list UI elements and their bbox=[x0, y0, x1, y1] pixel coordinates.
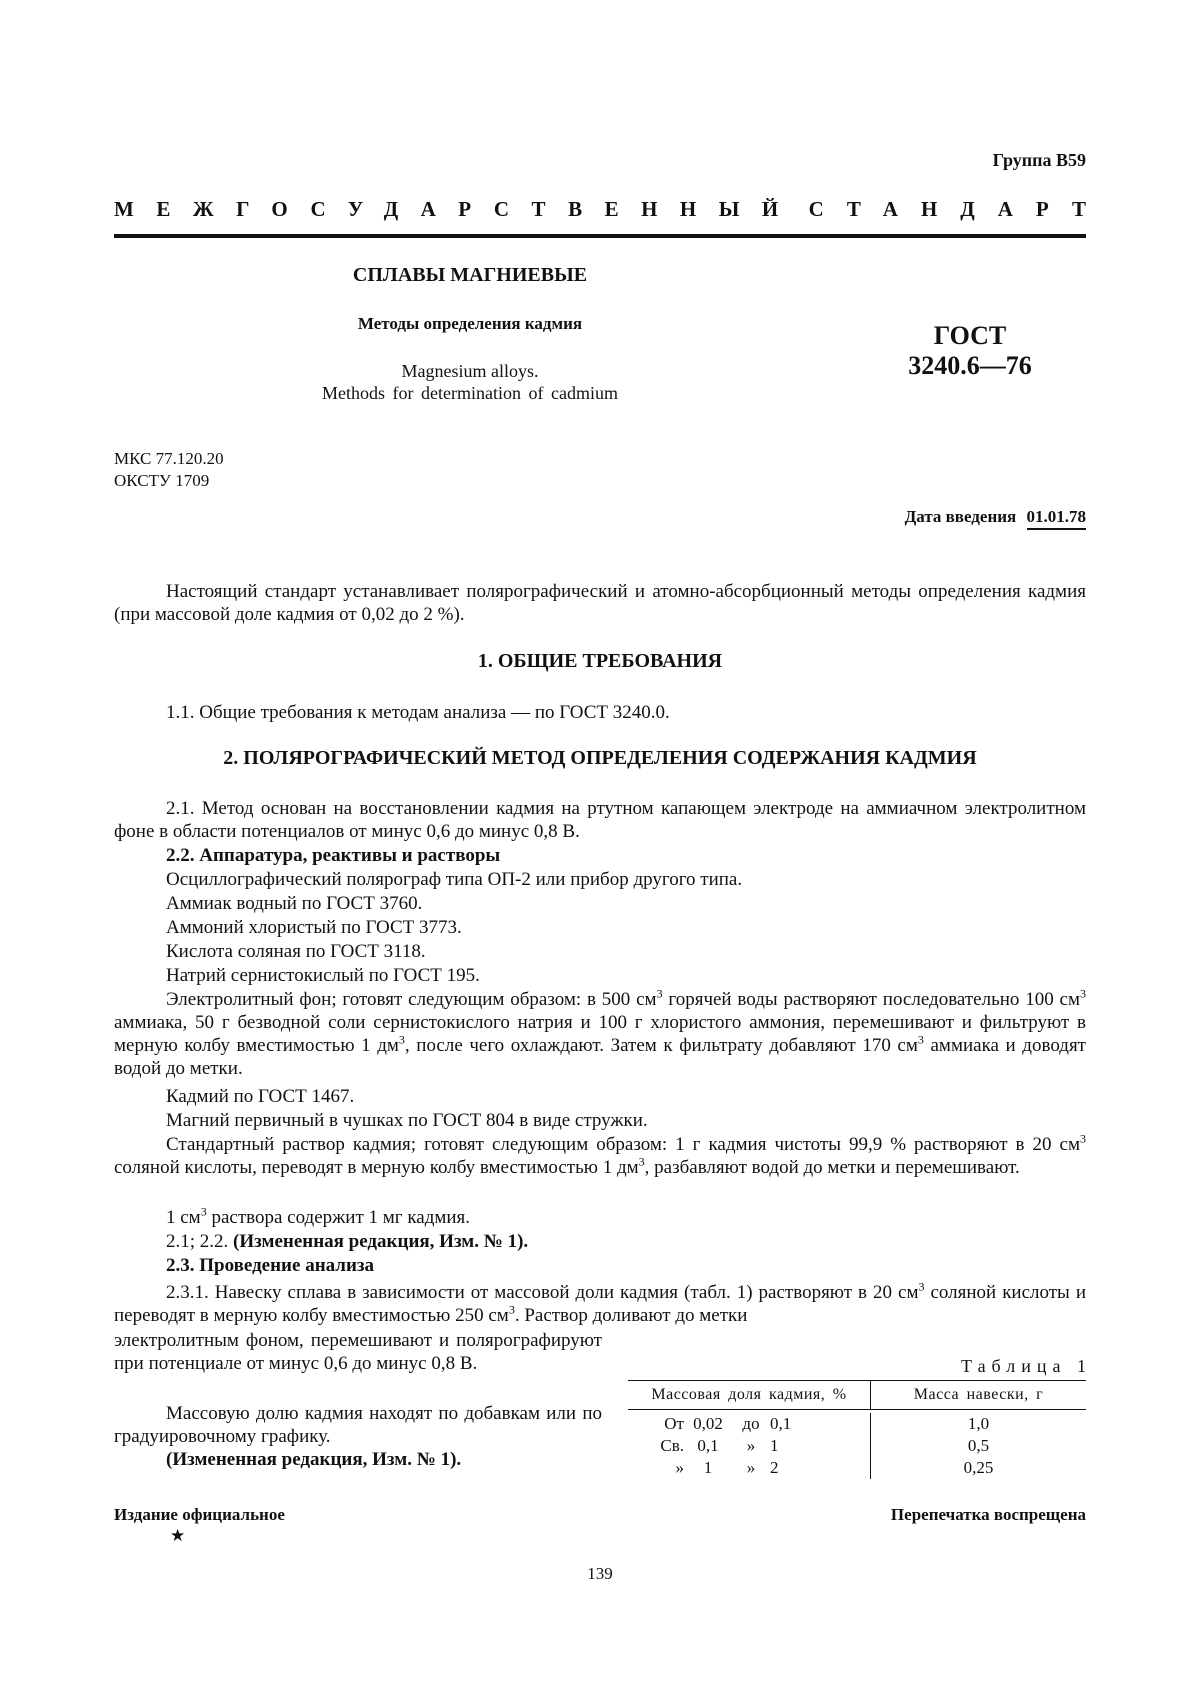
section-2-1: 2.1. Метод основан на восстановлении кадмия на ртутном капающем электроде на аммиачном электролитном фоне в области потенциалов от минус 0,6 до минус 0,8 В. bbox=[114, 798, 1086, 842]
table-row: От 0,02 до 0,1 1,0 bbox=[664, 1414, 990, 1433]
section-1-heading: 1. ОБЩИЕ ТРЕБОВАНИЯ bbox=[477, 650, 723, 672]
amendment-note-2: (Измененная редакция, Изм. № 1). bbox=[166, 1449, 462, 1470]
title-english-2: Methods for determination of cadmium bbox=[322, 383, 618, 403]
banner-word-standard: СТАНДАРТ bbox=[808, 197, 1109, 221]
okstu-code: ОКСТУ 1709 bbox=[114, 471, 210, 490]
section-2-2-heading: 2.2. Аппаратура, реактивы и растворы bbox=[166, 845, 501, 866]
reagent-item: Кадмий по ГОСТ 1467. bbox=[166, 1086, 355, 1107]
intro-date-value: 01.01.78 bbox=[1027, 507, 1087, 530]
gost-number: 3240.6—76 bbox=[908, 351, 1032, 380]
reagent-item: Натрий сернистокислый по ГОСТ 195. bbox=[166, 965, 480, 986]
reagent-item: Кислота соляная по ГОСТ 3118. bbox=[166, 941, 426, 962]
section-2-3-1: 2.3.1. Навеску сплава в зависимости от массовой доли кадмия (табл. 1) растворяют в 20 $см^3$ соляной кислоты и переводят в мерную колбу вместимостью 250 $см^3$. Раствор доливают до метки bbox=[114, 1279, 1086, 1326]
section-2-3-heading: 2.3. Проведение анализа bbox=[166, 1255, 375, 1276]
page-number: 139 bbox=[587, 1564, 613, 1583]
reprint-prohibited: Перепечатка воспрещена bbox=[890, 1505, 1086, 1524]
intro-date bbox=[905, 507, 1086, 527]
banner-word-interstate: МЕЖГОСУДАРСТВЕННЫЙ bbox=[114, 197, 801, 221]
interstate-standard-banner bbox=[114, 197, 1109, 222]
star-icon: ★ bbox=[170, 1526, 186, 1545]
standard-solution: Стандартный раствор кадмия; готовят следующим образом: 1 г кадмия чистоты 99,9 % растворяют в 20 $см^3$ соляной кислоты, переводят в мерную колбу вместимостью 1 $дм^3$, разбавляют водой до метки и перемешивают. bbox=[114, 1131, 1086, 1178]
section-1-1: 1.1. Общие требования к методам анализа — по ГОСТ 3240.0. bbox=[166, 702, 670, 723]
section-2-heading: 2. ПОЛЯРОГРАФИЧЕСКИЙ МЕТОД ОПРЕДЕЛЕНИЯ СОДЕРЖАНИЯ КАДМИЯ bbox=[223, 747, 977, 769]
reagent-item: Аммоний хлористый по ГОСТ 3773. bbox=[166, 917, 462, 938]
table-1 bbox=[628, 1380, 1086, 1479]
table-row: » 1 » 2 0,25 bbox=[675, 1458, 994, 1477]
table-1-caption: Таблица 1 bbox=[961, 1356, 1092, 1376]
intro-date-label: Дата введения bbox=[904, 507, 1017, 526]
reagent-item: Осциллографический полярограф типа ОП-2 или прибор другого типа. bbox=[166, 869, 743, 890]
amendment-note-1: 2.1; 2.2. (Измененная редакция, Изм. № 1). bbox=[166, 1231, 529, 1252]
intro-paragraph: Настоящий стандарт устанавливает полярографический и атомно-абсорбционный методы определения кадмия (при массовой доле кадмия от 0,02 до 2 %). bbox=[114, 581, 1086, 625]
group-code: Группа В59 bbox=[992, 150, 1086, 170]
solution-concentration: 1 $см^3$ раствора содержит 1 мг кадмия. bbox=[166, 1204, 471, 1228]
section-2-3-1-continued: электролитным фоном, перемешивают и полярографируют при потенциале от минус 0,6 до минус 0,8 В. bbox=[114, 1330, 602, 1374]
header-rule bbox=[114, 234, 1086, 238]
table-1-header-sample-mass: Масса навески, г bbox=[913, 1386, 1044, 1403]
reagent-item: Аммиак водный по ГОСТ 3760. bbox=[166, 893, 423, 914]
electrolyte-background: Электролитный фон; готовят следующим образом: в 500 $см^3$ горячей воды растворяют последовательно 100 $см^3$ аммиака, 50 г безводной соли сернистокислого натрия и 100 г хлористого аммония, перемешивают и фильтруют в мерную колбу вместимостью 1 $дм^3$, после чего охлаждают. Затем к фильтрату добавляют 170 $см^3$ аммиака и доводят водой до метки. bbox=[114, 986, 1087, 1079]
title-main: СПЛАВЫ МАГНИЕВЫЕ bbox=[352, 264, 588, 286]
table-row: Св. 0,1 » 1 0,5 bbox=[660, 1436, 990, 1455]
reagent-item: Магний первичный в чушках по ГОСТ 804 в виде стружки. bbox=[166, 1110, 648, 1131]
official-edition: Издание официальное bbox=[114, 1505, 285, 1524]
table-1-header-mass-fraction: Массовая доля кадмия, % bbox=[628, 1381, 871, 1409]
title-english-1: Magnesium alloys. bbox=[401, 361, 539, 381]
gost-label: ГОСТ bbox=[933, 321, 1007, 350]
mks-code: МКС 77.120.20 bbox=[114, 449, 224, 468]
title-sub: Методы определения кадмия bbox=[357, 314, 583, 333]
mass-fraction-paragraph: Массовую долю кадмия находят по добавкам или по градуировочному графику. bbox=[114, 1403, 602, 1447]
